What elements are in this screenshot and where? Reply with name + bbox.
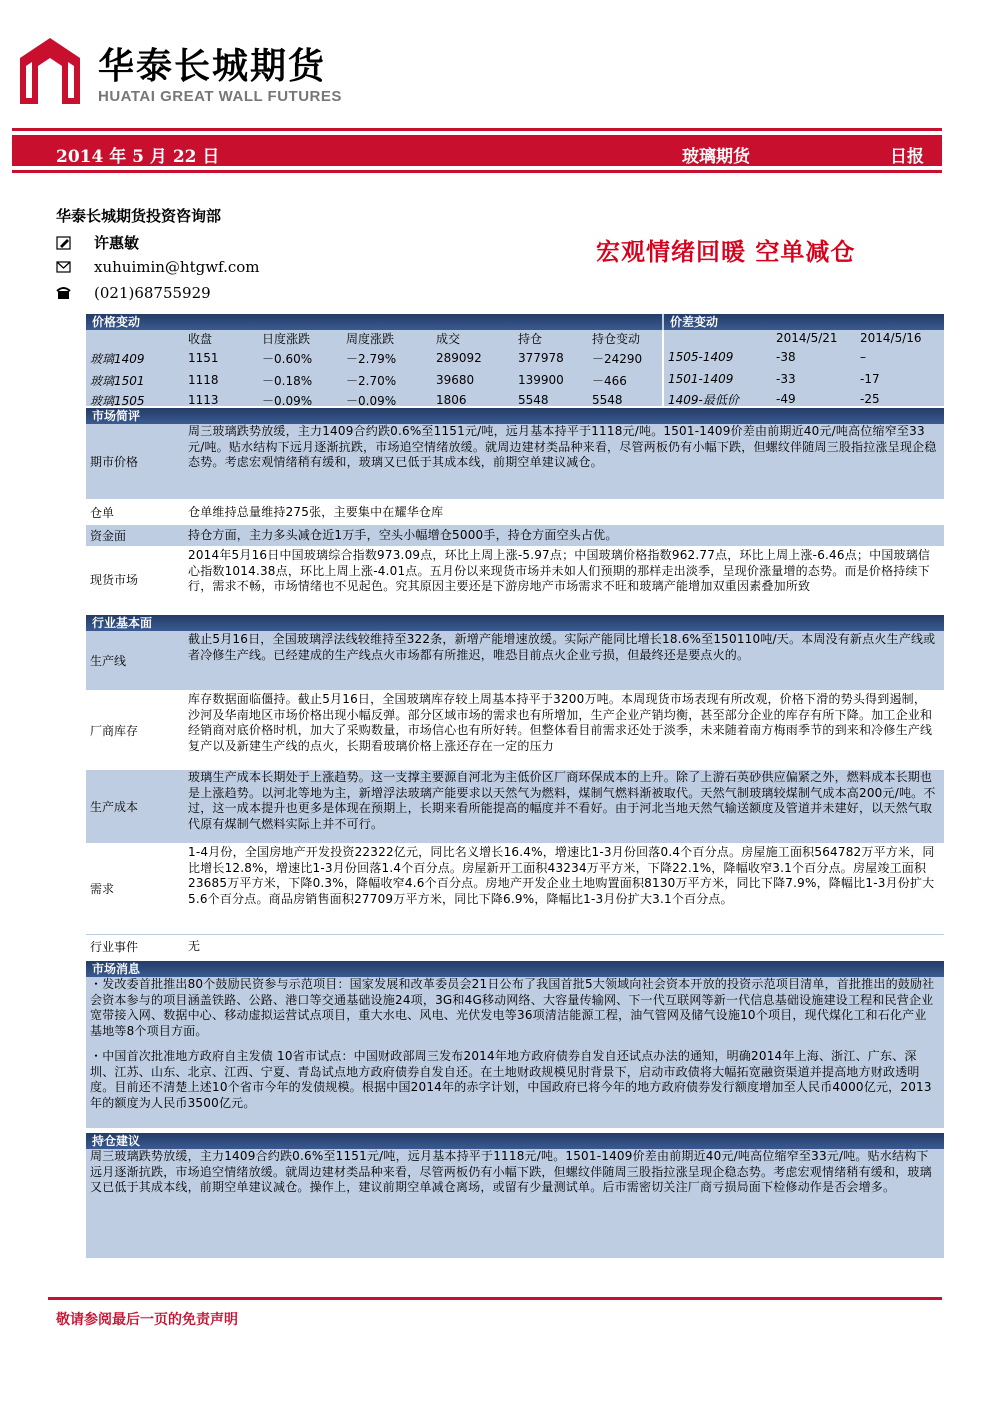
col-date-2: 2014/5/16 [860, 331, 922, 345]
news-section-title: 市场消息 [86, 961, 944, 977]
price-section-title: 价格变动 [86, 314, 662, 330]
author-row [56, 232, 139, 253]
report-type: 日报 [890, 147, 924, 167]
spread-row: 1501-1409 -33 -17 [668, 372, 880, 386]
email-row [56, 258, 260, 276]
price-row: 玻璃1501 1118 －0.18% －2.70% 39680 139900 －466 [90, 373, 627, 388]
col-date-1: 2014/5/21 [776, 331, 838, 345]
pen-icon [56, 236, 72, 250]
company-logo [18, 36, 82, 106]
fund-row-events: 行业事件 无 [86, 934, 944, 958]
brand-name-en: HUATAI GREAT WALL FUTURES [98, 88, 342, 105]
spread-section-title: 价差变动 [664, 314, 944, 330]
spread-row: 1505-1409 -38 – [668, 350, 866, 364]
mail-icon [56, 260, 72, 274]
col-daily-change: 日度涨跌 [262, 332, 311, 346]
price-header-row [90, 330, 660, 347]
news-item: ・中国首次批准地方政府自主发债 10省市试点：中国财政部周三发布2014年地方政府债券自发自还试点办法的通知，明确2014年上海、浙江、广东、深圳、江苏、山东、北京、江西、宁夏、青岛试点地方政府债券自发自还。在土地财政规模见肘背景下，启动市政债将大幅拓宽融资渠道并提高地方财政透明度。目前还不清楚上述10个省市今年的发债规模。根据中国2014年的赤字计划，中国政府已将今年的地方政府债券发行额度增加至人民币4000亿元，2013年的额度为人民币3500亿元。 [90, 1049, 932, 1110]
disclaimer-note: 敬请参阅最后一页的免责声明 [56, 1312, 238, 1328]
col-oi-change: 持仓变动 [592, 332, 641, 346]
market-row-funds: 资金面 持仓方面，主力多头减仓近1万手，空头小幅增仓5000手，持仓方面空头占优。 [86, 525, 944, 547]
author-phone: (021)68755929 [94, 284, 211, 302]
brand-name-cn: 华泰长城期货 [98, 46, 327, 87]
price-row: 玻璃1505 1113 －0.09% －0.09% 1806 5548 5548 [90, 393, 623, 408]
advice-body: 周三玻璃跌势放缓，主力1409合约跌0.6%至1151元/吨，远月基本持平于1118元/吨。1501-1409价差由前期近40元/吨高位缩窄至33元/吨。贴水结构下远月逐渐抗跌，市场追空情绪放缓。就周边建材类品种来看，尽管两板仍有小幅下跌，但螺纹伴随周三股指拉涨呈现企稳态势。考虑宏观情绪稍有缓和，玻璃又已低于其成本线，前期空单建议减仓。操作上，建议前期空单减仓离场，或留有少量测试单。后市需密切关注厂商亏损局面下检修动作是否会增多。 [86, 1149, 944, 1259]
phone-row [56, 284, 211, 302]
spread-header-row [668, 330, 944, 346]
fundamentals-section-title: 行业基本面 [86, 615, 944, 631]
price-table [90, 330, 660, 409]
department: 华泰长城期货投资咨询部 [56, 207, 222, 225]
market-section-title: 市场简评 [86, 408, 944, 424]
report-headline: 宏观情绪回暖 空单减仓 [596, 237, 856, 266]
news-item: ・发改委首批推出80个鼓励民资参与示范项目：国家发展和改革委员会21日公布了我国首批5大领域向社会资本开放的投资示范项目清单，首批推出的鼓励社会资本参与的项目涵盖铁路、公路、港口等交通基础设施24项，3G和4G移动网络、大容量传输网、下一代互联网等新一代信息基础设施建设工程和民营企业宽带接入网、数据中心、移动虚拟运营试点项目，重大水电、风电、光伏发电等36项清洁能源工程，油气管网及储气设施10个项目，现代煤化工和石化产业基地等8个项目方面。 [90, 977, 935, 1038]
news-body [86, 977, 944, 1129]
price-row: 玻璃1409 1151 －0.60% －2.79% 289092 377978 －24290 [90, 351, 643, 366]
phone-icon [56, 286, 72, 300]
fund-row-inventory: 厂商库存 库存数据面临僵持。截止5月16日，全国玻璃库存较上周基本持平于3200万吨。本周现货市场表现有所改观，价格下滑的势头得到遏制，沙河及华南地区市场价格出现小幅反弹。部分区域市场的需求也有所增加，生产企业产销均衡，甚至部分企业的库存有所下降。加工企业和经销商对底价格时机，加大了采购数量，市场信心也有所好转。但整体看目前需求还处于淡季，未来随着南方梅雨季节的到来和冷修生产线复产以及新建生产线的点火，长期看玻璃价格上涨还存在一定的压力 [86, 692, 944, 770]
fund-row-lines: 生产线 截止5月16日，全国玻璃浮法线较维持至322条，新增产能增速放缓。实际产能同比增长18.6%至150110吨/天。本周没有新点火生产线或者冷修生产线。已经建成的生产线点火市场都有所推迟，唯恐目前点火企业亏损，但最终还是要点火的。 [86, 631, 944, 691]
fund-row-cost: 生产成本 玻璃生产成本长期处于上涨趋势。这一支撑主要源自河北为主低价区厂商环保成本的上升。除了上游石英砂供应偏紧之外，燃料成本长期也是上涨趋势。以河北等地为主，新增浮法玻璃产能要求以天然气为燃料，煤制气燃料渐被取代。天然气制玻璃较煤制气成本高200元/吨。不过，这一成本提升也更多是体现在预期上，长期来看所能提高的幅度并不看好。由于河北当地天然气输送额度及管道并未建好，以天然气取代原有煤制气燃料实际上并不可行。 [86, 770, 944, 844]
footer-divider [48, 1297, 942, 1300]
col-volume: 成交 [436, 332, 461, 346]
spread-table [668, 330, 944, 408]
report-category: 玻璃期货 [682, 147, 750, 167]
col-open-interest: 持仓 [518, 332, 543, 346]
advice-section-title: 持仓建议 [86, 1133, 944, 1149]
author-name: 许惠敏 [94, 234, 140, 252]
report-banner [12, 128, 942, 173]
spread-row: 1409-最低价 -49 -25 [668, 392, 880, 407]
col-weekly-change: 周度涨跌 [346, 332, 395, 346]
market-row-futures: 期市价格 周三玻璃跌势放缓，主力1409合约跌0.6%至1151元/吨，远月基本持平于1118元/吨。1501-1409价差由前期近40元/吨高位缩窄至33元/吨。贴水结构下远月逐渐抗跌，市场追空情绪放缓。就周边建材类品种来看，尽管两板仍有小幅下跌，但螺纹伴随周三股指拉涨呈现企稳态势。考虑宏观情绪稍有缓和，玻璃又已低于其成本线，前期空单建议减仓。 [86, 424, 944, 500]
market-row-spot: 现货市场 2014年5月16日中国玻璃综合指数973.09点，环比上周上涨-5.97点；中国玻璃价格指数962.77点，环比上周上涨-6.46点；中国玻璃信心指数1014.38点，环比上周上涨-4.01点。五月份以来现货市场并未如人们预期的那样走出淡季，呈现价涨量增的态势。而是价格持续下行，需求不畅，市场情绪也不见起色。究其原因主要还是下游房地产市场需求不旺和玻璃产能增加双重因素叠加所致 [86, 548, 944, 612]
author-email[interactable]: xuhuimin@htgwf.com [94, 258, 260, 276]
report-date: 2014 年 5 月 22 日 [56, 147, 220, 167]
market-row-warrant: 仓单 仓单维持总量维持275张，主要集中在耀华仓库 [86, 502, 944, 524]
col-close: 收盘 [188, 332, 213, 346]
fund-row-demand: 需求 1-4月份，全国房地产开发投资22322亿元，同比名义增长16.4%，增速比1-3月份回落0.4个百分点。房屋施工面积564782万平方米，同比增长12.8%，增速比1-3月份回落1.4个百分点。房屋新开工面积43234万平方米，下降22.1%，降幅收窄3.1个百分点。房屋竣工面积23685万平方米，下降0.3%，降幅收窄4.6个百分点。房地产开发企业土地购置面积8130万平方米，同比下降7.9%，降幅比1-3月份扩大5.6个百分点。商品房销售面积27709万平方米，同比下降6.9%，降幅比1-3月份扩大3.1个百分点。 [86, 845, 944, 933]
